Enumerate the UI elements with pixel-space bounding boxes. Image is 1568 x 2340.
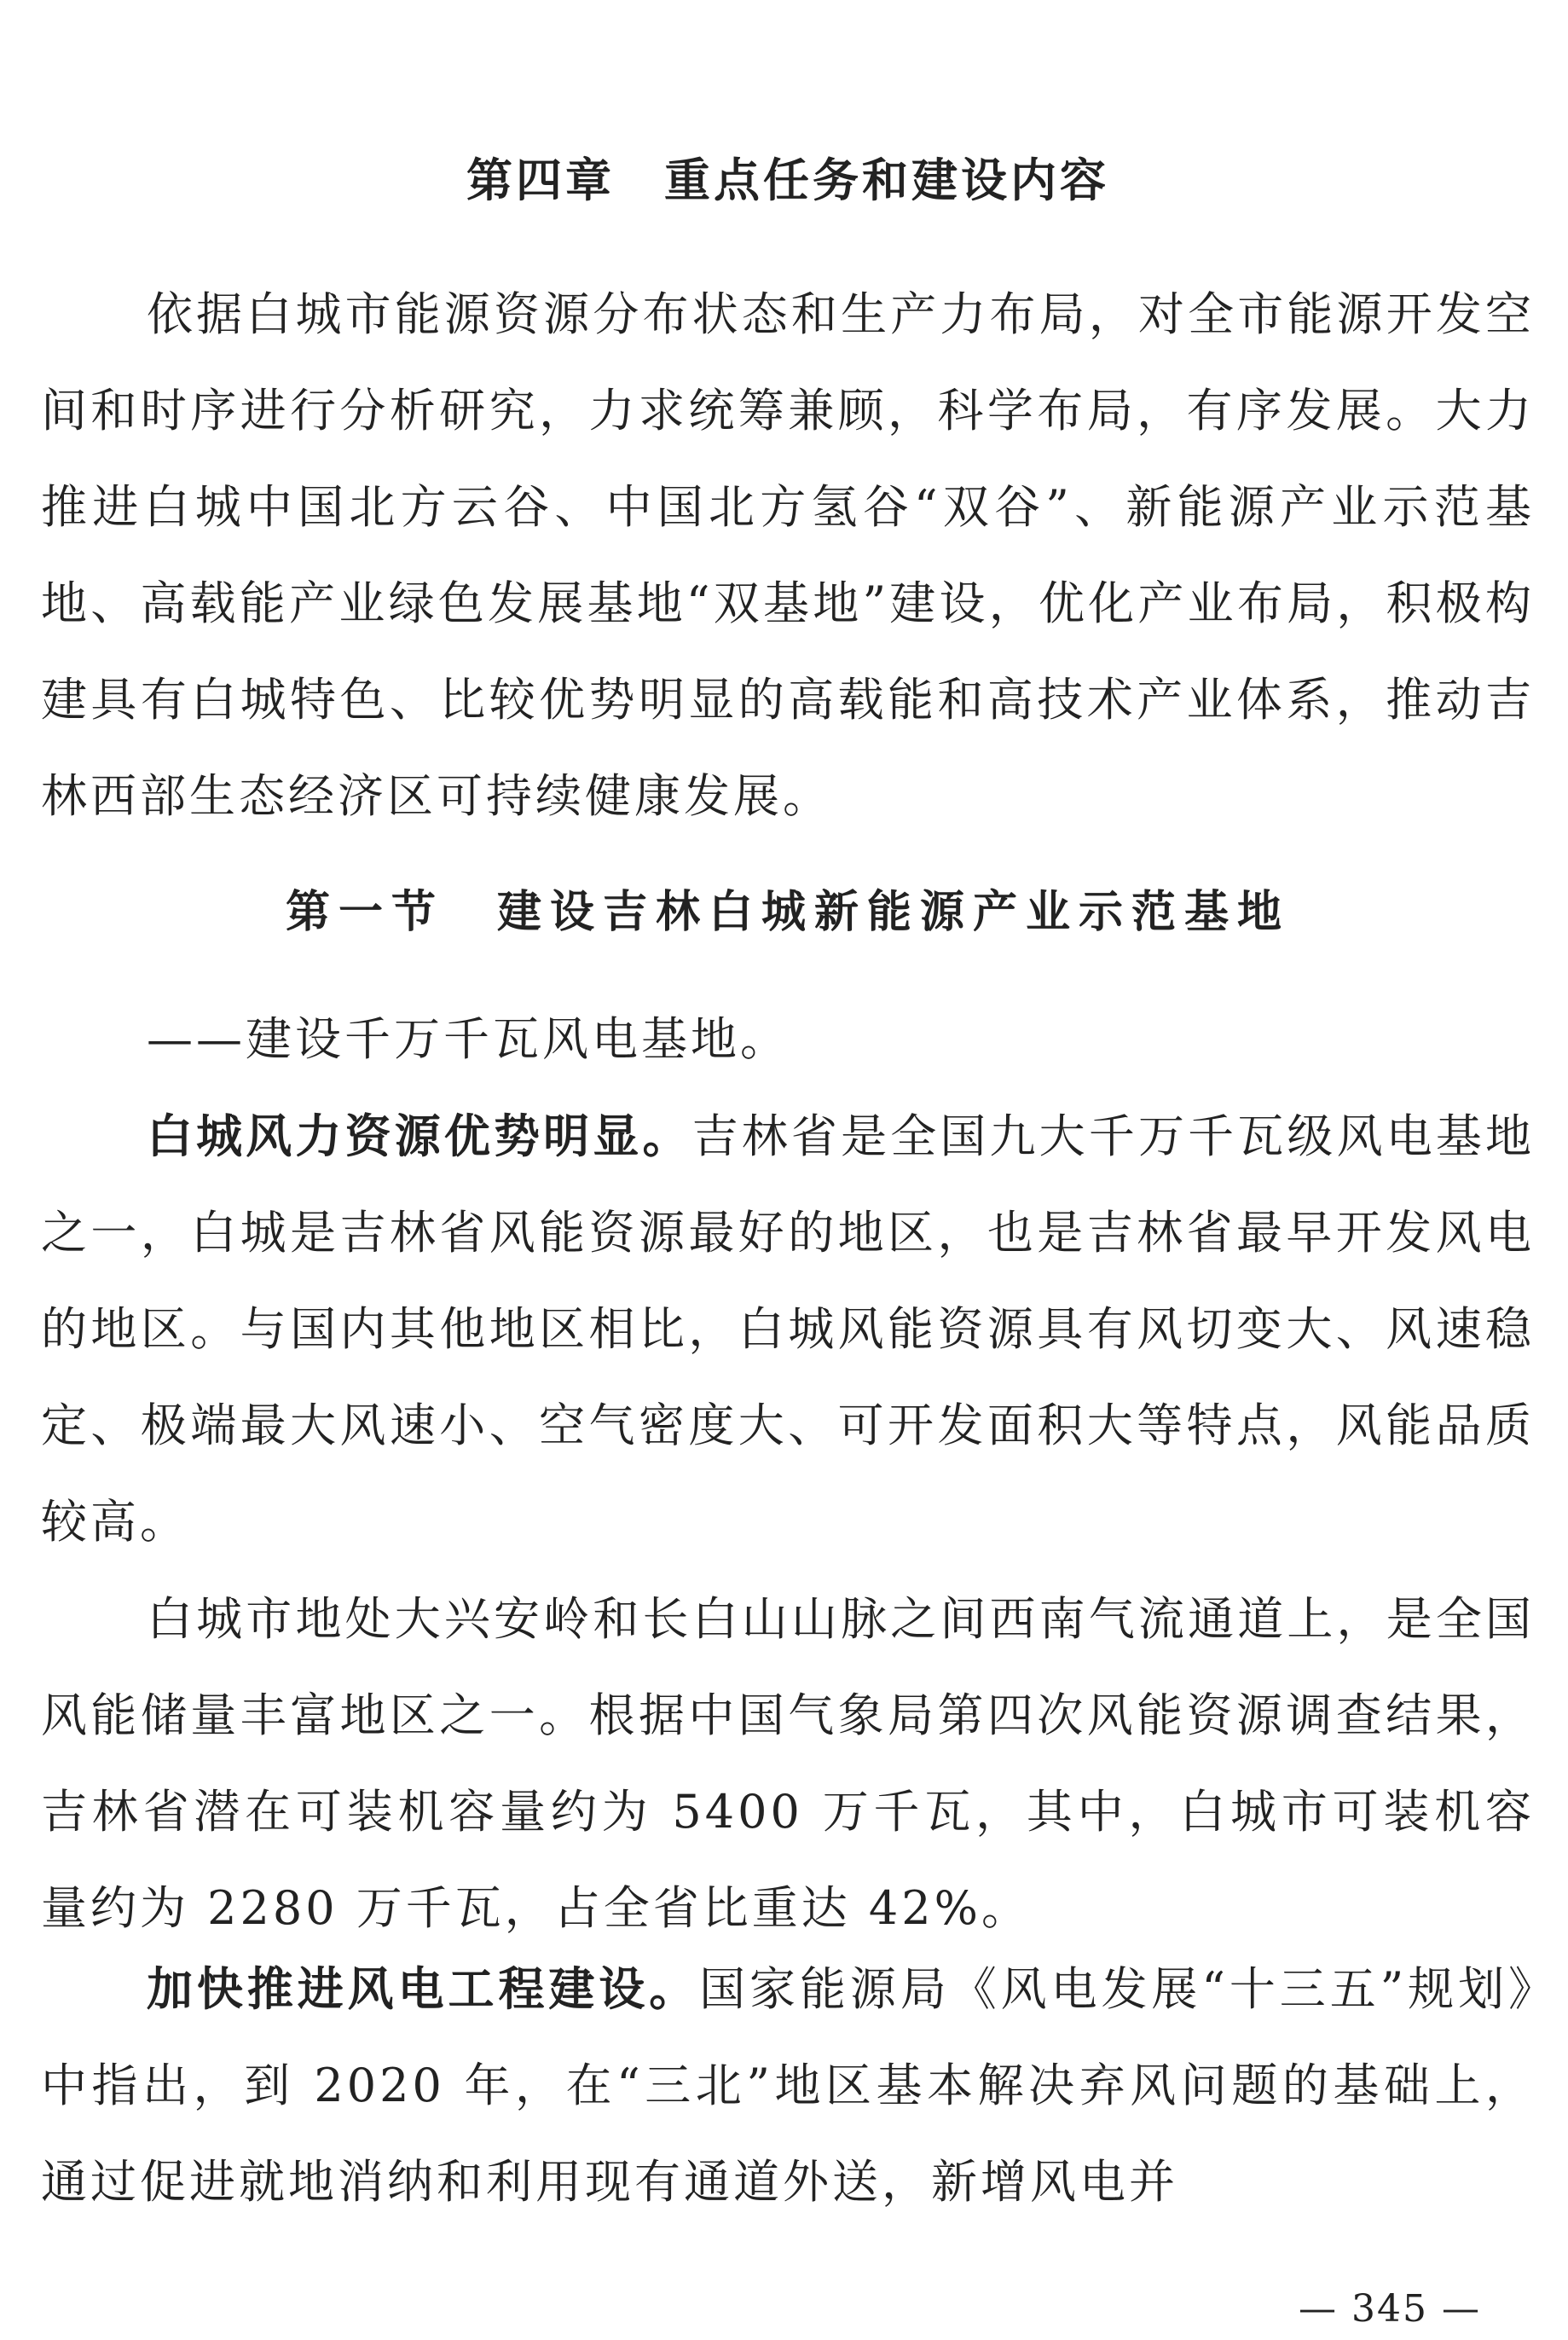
page-number: — 345 — xyxy=(1299,2287,1481,2331)
document-page xyxy=(41,0,1535,2340)
dash-item: ——建设千万千瓦风电基地。 xyxy=(147,1012,790,1066)
paragraph-wind-construction xyxy=(41,1941,1535,2230)
paragraph-body: 吉林省是全国九大千万千瓦级风电基地之一，白城是吉林省风能资源最好的地区，也是吉林省最早开发风电的地区。与国内其他地区相比，白城风能资源具有风切变大、风速稳定、极端最大风速小、空气密度大、可开发面积大等特点，风能品质较高。 xyxy=(41,1109,1536,1549)
section-title: 第一节 建设吉林白城新能源产业示范基地 xyxy=(285,886,1290,938)
intro-paragraph: 依据白城市能源资源分布状态和生产力布局，对全市能源开发空间和时序进行分析研究，力求统筹兼顾，科学布局，有序发展。大力推进白城中国北方云谷、中国北方氢谷“双谷”、新能源产业示范基地、高载能产业绿色发展基地“双基地”建设，优化产业布局，积极构建具有白城特色、比较优势明显的高载能和高技术产业体系，推动吉林西部生态经济区可持续健康发展。 xyxy=(41,287,1535,823)
paragraph-wind-resource xyxy=(41,1088,1535,1570)
paragraph-lead: 加快推进风电工程建设。 xyxy=(147,1962,700,2016)
paragraph-wind-capacity: 白城市地处大兴安岭和长白山山脉之间西南气流通道上，是全国风能储量丰富地区之一。根据中国气象局第四次风能资源调查结果，吉林省潜在可装机容量约为 5400 万千瓦，其中，白城市可装机容量约为 2280 万千瓦，占全省比重达 42%。 xyxy=(41,1592,1535,1935)
paragraph-lead: 白城风力资源优势明显。 xyxy=(147,1109,692,1163)
chapter-title: 第四章 重点任务和建设内容 xyxy=(466,153,1109,207)
paragraph-body: 国家能源局《风电发展“十三五”规划》中指出，到 2020 年，在“三北”地区基本解决弃风问题的基础上，通过促进就地消纳和利用现有通道外送，新增风电并 xyxy=(41,1962,1536,2209)
